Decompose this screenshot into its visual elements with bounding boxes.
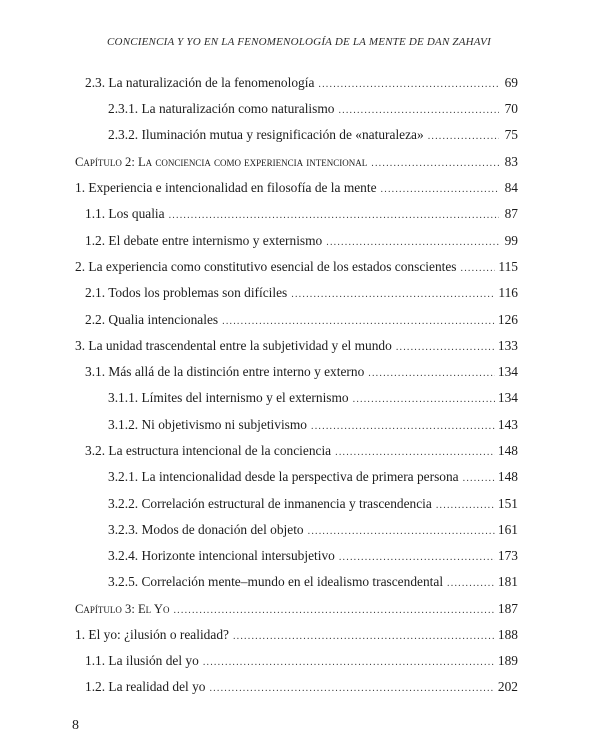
toc-entry xyxy=(85,74,518,94)
dot-leader xyxy=(428,128,499,146)
toc-entry-label: 2.3.1. La naturalización como naturalismo xyxy=(108,101,335,116)
dot-leader xyxy=(447,575,495,593)
toc-entry xyxy=(108,573,518,593)
dot-leader xyxy=(169,207,499,225)
dot-leader xyxy=(461,260,496,278)
dot-leader xyxy=(203,654,495,672)
toc-entry-label: 2.3.2. Iluminación mutua y resignificación de «naturaleza» xyxy=(108,127,424,142)
toc-entry-page: 126 xyxy=(497,312,518,327)
page-number: 8 xyxy=(72,718,79,733)
toc-entry xyxy=(108,100,518,120)
dot-leader xyxy=(222,313,495,331)
dot-leader xyxy=(291,286,495,304)
toc-chapter-entry xyxy=(75,153,518,173)
toc-entry-label: 3.1.1. Límites del internismo y el externismo xyxy=(108,390,349,405)
toc-entry-label: 1.2. El debate entre internismo y externismo xyxy=(85,233,323,248)
toc-entry-label: 3.1. Más allá de la distinción entre interno y externo xyxy=(85,364,365,379)
toc-entry-page: 70 xyxy=(504,101,518,116)
dot-leader xyxy=(308,523,495,541)
toc-entry-page: 133 xyxy=(497,338,518,353)
dot-leader xyxy=(209,680,494,698)
toc-entry-page: 188 xyxy=(497,627,518,642)
dot-leader xyxy=(353,391,495,409)
dot-leader xyxy=(173,602,494,620)
toc-entry-label: 1.1. La ilusión del yo xyxy=(85,653,199,668)
toc-entry xyxy=(108,389,518,409)
toc-entry-page: 69 xyxy=(504,75,518,90)
toc-entry-label: 2.1. Todos los problemas son difíciles xyxy=(85,285,288,300)
dot-leader xyxy=(311,418,495,436)
toc-entry xyxy=(75,337,518,357)
toc-entry-label: 1. El yo: ¿ilusión o realidad? xyxy=(75,627,229,642)
toc-entry-label: 2.2. Qualia intencionales xyxy=(85,312,219,327)
toc-entry-page: 189 xyxy=(497,653,518,668)
toc-entry xyxy=(108,126,518,146)
dot-leader xyxy=(233,628,495,646)
toc-entry-page: 116 xyxy=(498,285,518,300)
toc-entry xyxy=(108,495,518,515)
toc-entry-label: 3.2.1. La intencionalidad desde la perspectiva de primera persona xyxy=(108,469,459,484)
toc-entry-page: 84 xyxy=(504,180,518,195)
dot-leader xyxy=(326,234,499,252)
toc-entry-page: 181 xyxy=(497,574,518,589)
toc-entry xyxy=(75,626,518,646)
toc-entry xyxy=(108,468,518,488)
toc-entry-page: 161 xyxy=(497,522,518,537)
toc-entry-label: 1. Experiencia e intencionalidad en filosofía de la mente xyxy=(75,180,377,195)
toc-entry xyxy=(75,179,518,199)
toc-entry-page: 143 xyxy=(497,417,518,432)
toc-entry xyxy=(85,652,518,672)
dot-leader xyxy=(339,549,495,567)
running-header: CONCIENCIA Y YO EN LA FENOMENOLOGÍA DE LA MENTE DE DAN ZAHAVI xyxy=(107,36,491,48)
toc-entry xyxy=(85,205,518,225)
dot-leader xyxy=(338,102,499,120)
toc-entry-page: 151 xyxy=(497,496,518,511)
toc-entry-page: 148 xyxy=(497,443,518,458)
dot-leader xyxy=(335,444,495,462)
toc-entry-label: 1.2. La realidad del yo xyxy=(85,679,206,694)
toc-entry xyxy=(85,442,518,462)
toc-entry-label: 3.1.2. Ni objetivismo ni subjetivismo xyxy=(108,417,308,432)
toc-entry-label: 3.2. La estructura intencional de la conciencia xyxy=(85,443,332,458)
toc-entry-label: Capítulo 3: El Yo xyxy=(75,602,170,616)
toc-chapter-entry xyxy=(75,600,518,620)
toc-entry-label: 2. La experiencia como constitutivo esencial de los estados conscientes xyxy=(75,259,457,274)
toc-entry-label: 3. La unidad trascendental entre la subjetividad y el mundo xyxy=(75,338,392,353)
dot-leader xyxy=(318,76,499,94)
toc-entry-label: 3.2.4. Horizonte intencional intersubjetivo xyxy=(108,548,335,563)
toc-entry-page: 148 xyxy=(497,469,518,484)
toc-entry xyxy=(85,311,518,331)
dot-leader xyxy=(436,497,495,515)
toc-entry xyxy=(108,521,518,541)
toc-entry-page: 83 xyxy=(504,154,518,169)
dot-leader xyxy=(396,339,495,357)
toc-entry xyxy=(108,416,518,436)
toc-entry-label: 3.2.3. Modos de donación del objeto xyxy=(108,522,304,537)
dot-leader xyxy=(371,155,499,173)
toc-entry-page: 75 xyxy=(504,127,518,142)
dot-leader xyxy=(381,181,499,199)
toc-entry xyxy=(85,284,518,304)
toc-entry-page: 202 xyxy=(497,679,518,694)
toc-entry-page: 99 xyxy=(504,233,518,248)
toc-entry-label: 3.2.5. Correlación mente–mundo en el idealismo trascendental xyxy=(108,574,444,589)
toc-entry xyxy=(75,258,518,278)
toc-entry-page: 115 xyxy=(498,259,518,274)
toc-entry-page: 187 xyxy=(497,601,518,616)
toc-entry-label: 1.1. Los qualia xyxy=(85,206,165,221)
toc-entry-page: 173 xyxy=(497,548,518,563)
toc-entry-page: 134 xyxy=(497,364,518,379)
toc-entry-label: 3.2.2. Correlación estructural de inmanencia y trascendencia xyxy=(108,496,432,511)
toc-entry-label: 2.3. La naturalización de la fenomenología xyxy=(85,75,315,90)
dot-leader xyxy=(463,470,495,488)
toc-entry-label: Capítulo 2: La conciencia como experiencia intencional xyxy=(75,155,368,169)
toc-entry-page: 87 xyxy=(504,206,518,221)
dot-leader xyxy=(368,365,495,383)
toc-entry xyxy=(108,547,518,567)
toc-entry xyxy=(85,678,518,698)
toc-entry-page: 134 xyxy=(497,390,518,405)
toc-entry xyxy=(85,363,518,383)
toc-entry xyxy=(85,232,518,252)
